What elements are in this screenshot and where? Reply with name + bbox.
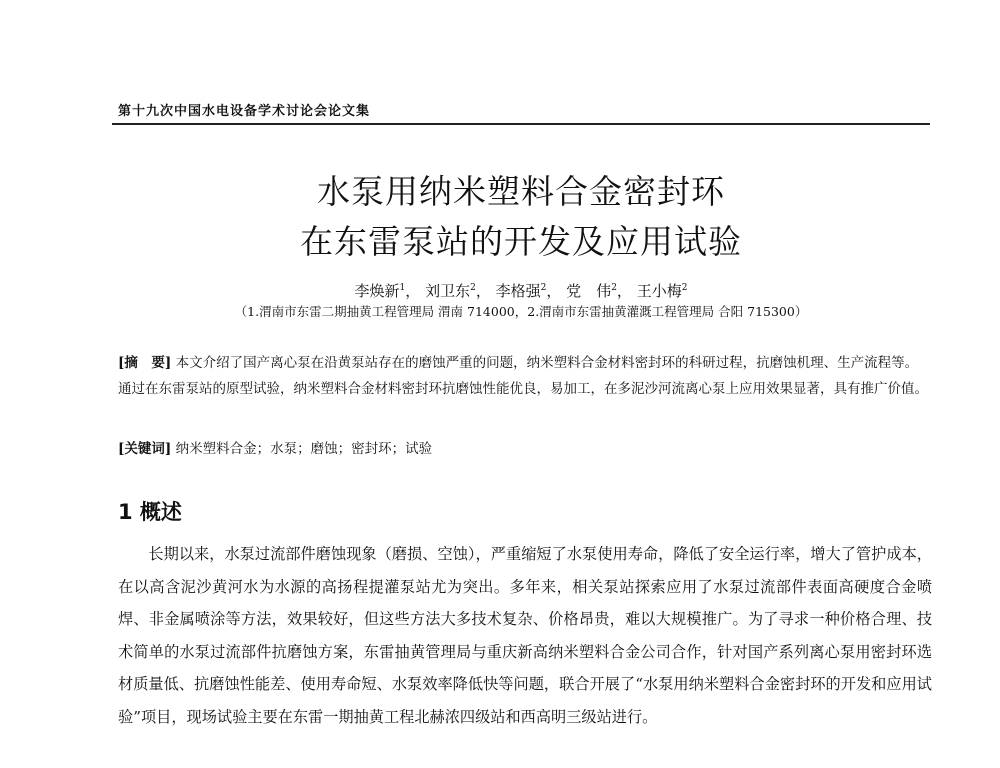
author-affiliation-mark: 2 <box>470 283 476 293</box>
author-affiliation-mark: 1 <box>399 283 406 293</box>
author-affiliation-mark: 2 <box>540 283 547 293</box>
author-separator: ， <box>546 282 562 300</box>
author-name: 李焕新 <box>354 282 400 300</box>
abstract <box>118 350 930 402</box>
paper-title-line-1: 水泵用纳米塑料合金密封环 <box>317 172 725 211</box>
paragraph-text: 长期以来，水泵过流部件磨蚀现象（磨损、空蚀），严重缩短了水泵使用寿命，降低了安全运行率，增大了管护成本，在以高含泥沙黄河水为水源的高扬程提灌泵站尤为突出。多年来，相关泵站探索应用了水泵过流部件表面高硬度合金喷焊、非金属喷涂等方法，效果较好，但这些方法大多技术复杂、价格昂贵，难以大规模推广。为了寻求一种价格合理、技术简单的水泵过流部件抗磨蚀方案，东雷抽黄管理局与重庆新高纳米塑料合金公司合作，针对国产系列离心泵用密封环选材质量低、抗磨蚀性能差、使用寿命短、水泵效率降低快等问题，联合开展了“水泵用纳米塑料合金密封环的开发和应用试验”项目，现场试验主要在东雷一期抽黄工程北赫浓四级站和西高明三级站进行。 <box>118 545 932 726</box>
abstract-text: 本文介绍了国产离心泵在沿黄泵站存在的磨蚀严重的问题，纳米塑料合金材料密封环的科研过程，抗磨蚀机理、生产流程等。通过在东雷泵站的原型试验，纳米塑料合金材料密封环抗磨蚀性能优良，易加工，在多泥沙河流离心泵上应用效果显著，具有推广价值。 <box>118 355 928 397</box>
author-separator: ， <box>616 282 632 300</box>
body-paragraph <box>118 538 932 734</box>
author-name: 李格强 <box>495 282 541 300</box>
running-head: 第十九次中国水电设备学术讨论会论文集 <box>118 104 371 119</box>
keywords-text: 纳米塑料合金；水泵；磨蚀；密封环；试验 <box>175 441 433 457</box>
affiliations: （1.渭南市东雷二期抽黄工程管理局 渭南 714000，2.渭南市东雷抽黄灌溉工程管理局 合阳 715300） <box>234 304 808 319</box>
keywords-label: [关键词] <box>118 441 172 457</box>
author-name: 刘卫东 <box>425 282 471 300</box>
author-separator: ， <box>405 282 421 300</box>
section-heading: 1 概述 <box>118 500 182 524</box>
abstract-label: [摘 要] <box>118 355 172 371</box>
header-rule <box>112 123 930 125</box>
author-affiliation-mark: 2 <box>611 283 617 293</box>
author-list <box>112 280 930 301</box>
author-separator: ， <box>475 282 491 300</box>
author-name: 王小梅 <box>636 282 682 300</box>
keywords <box>118 436 930 462</box>
author-name: 党 伟 <box>566 282 612 300</box>
author-affiliation-mark: 2 <box>681 283 688 293</box>
paper-title-line-2: 在东雷泵站的开发及应用试验 <box>300 222 742 261</box>
